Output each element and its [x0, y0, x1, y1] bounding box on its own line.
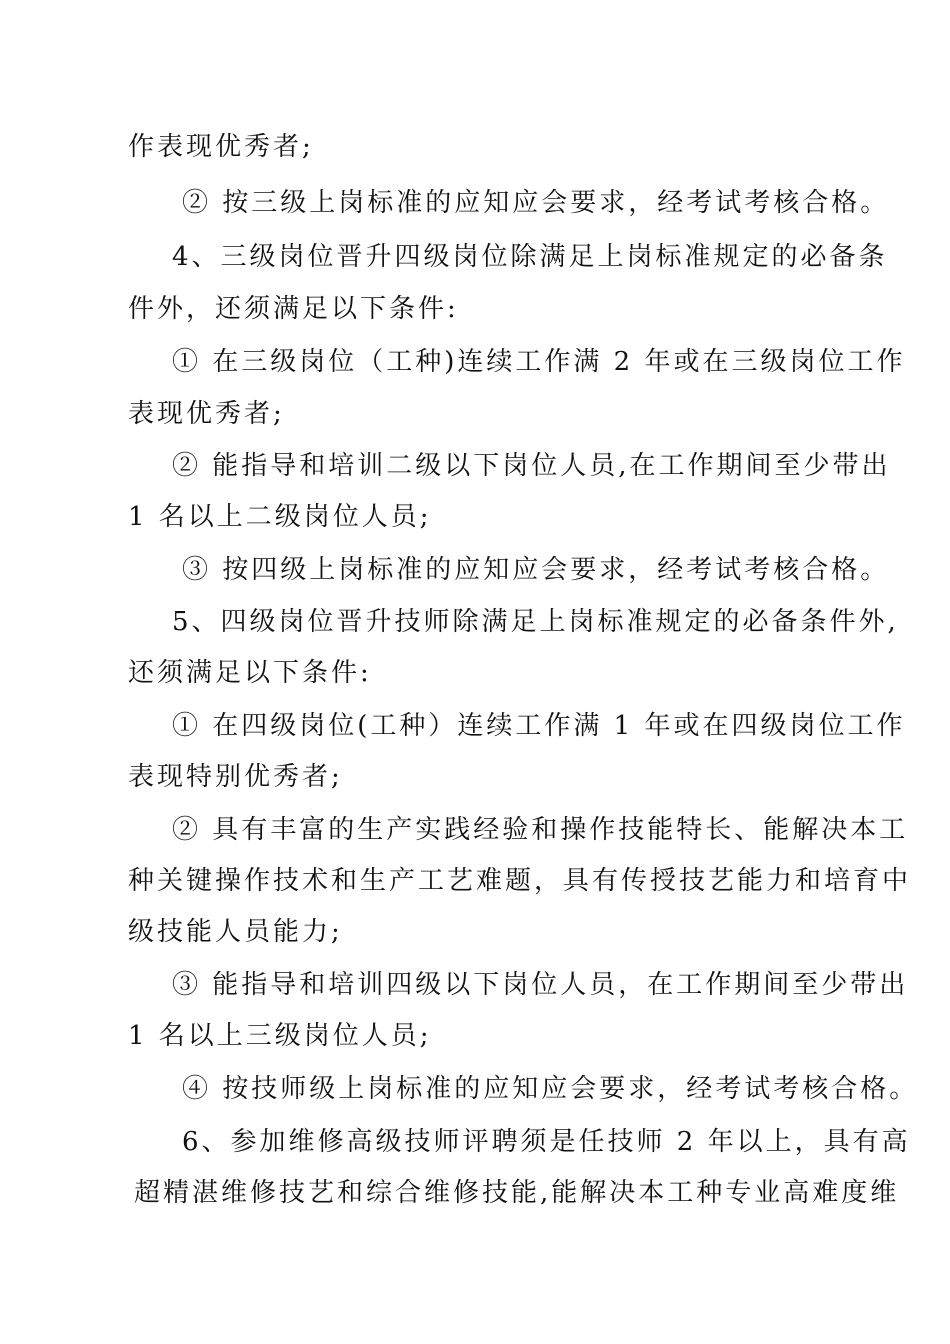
- text-line: 表现优秀者;: [128, 399, 285, 429]
- text-line: 1 名以上三级岗位人员;: [128, 1021, 432, 1051]
- text-line: 1 名以上二级岗位人员;: [128, 502, 432, 532]
- text-line: 级技能人员能力;: [128, 917, 343, 947]
- text-line: 6、参加维修高级技师评聘须是任技师 2 年以上，具有高: [182, 1127, 911, 1157]
- text-line: ② 按三级上岗标准的应知应会要求，经考试考核合格。: [182, 188, 890, 218]
- text-line: ① 在三级岗位（工种)连续工作满 2 年或在三级岗位工作: [172, 347, 906, 377]
- text-line: 还须满足以下条件:: [128, 658, 372, 688]
- text-line: ① 在四级岗位(工种）连续工作满 1 年或在四级岗位工作: [172, 711, 906, 741]
- text-line: ② 具有丰富的生产实践经验和操作技能特长、能解决本工: [172, 815, 909, 845]
- text-line: 件外，还须满足以下条件:: [128, 294, 459, 324]
- text-line: ③ 按四级上岗标准的应知应会要求，经考试考核合格。: [182, 555, 890, 585]
- text-line: 种关键操作技术和生产工艺难题，具有传授技艺能力和培育中: [128, 866, 912, 896]
- text-line: 4、三级岗位晋升四级岗位除满足上岗标准规定的必备条: [172, 242, 888, 272]
- text-line: 超精湛维修技艺和综合维修技能,能解决本工种专业高难度维: [134, 1178, 900, 1208]
- text-line: ④ 按技师级上岗标准的应知应会要求，经考试考核合格。: [182, 1074, 919, 1104]
- text-line: ③ 能指导和培训四级以下岗位人员，在工作期间至少带出: [172, 970, 909, 1000]
- text-line: 5、四级岗位晋升技师除满足上岗标准规定的必备条件外,: [172, 607, 899, 637]
- text-line: ② 能指导和培训二级以下岗位人员,在工作期间至少带出: [172, 451, 891, 481]
- text-line: 表现特别优秀者;: [128, 762, 343, 792]
- text-line: 作表现优秀者;: [128, 132, 314, 162]
